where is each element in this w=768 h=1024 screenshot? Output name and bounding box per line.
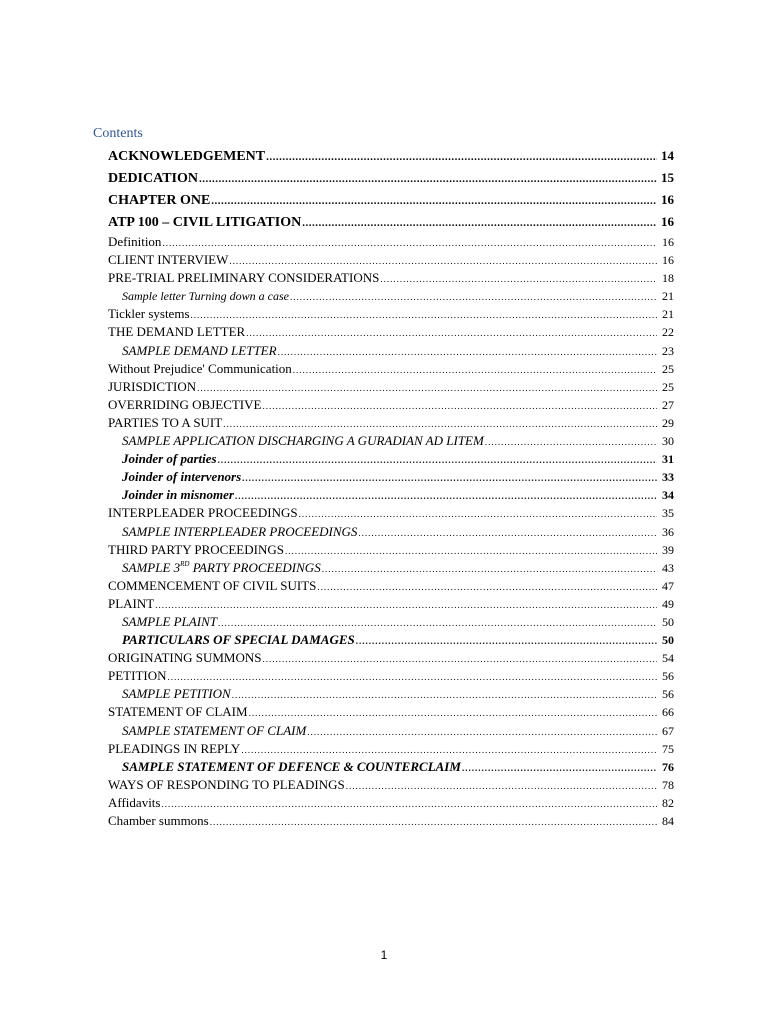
toc-heading: Contents: [93, 126, 143, 141]
toc-entry[interactable]: [108, 145, 674, 167]
toc-entry[interactable]: [108, 378, 674, 396]
toc-entry-title: COMMENCEMENT OF CIVIL SUITS: [108, 577, 317, 593]
toc-entry-title: SAMPLE STATEMENT OF DEFENCE & COUNTERCLAIM: [122, 758, 461, 774]
toc-dot-leader: [197, 379, 657, 396]
toc-dot-leader: [223, 415, 657, 432]
toc-entry-page: 18: [662, 271, 674, 286]
toc-dot-leader: [462, 759, 657, 776]
toc-dot-leader: [358, 524, 657, 541]
toc-entry-title: Without Prejudice' Communication: [108, 360, 292, 376]
toc-entry-title: Tickler systems: [108, 306, 190, 322]
toc-entry-page: 16: [662, 253, 674, 268]
toc-dot-leader: [229, 252, 657, 269]
toc-entry-page: 66: [662, 705, 674, 720]
toc-dot-leader: [191, 306, 658, 323]
toc-dot-leader: [262, 650, 657, 667]
toc-entry[interactable]: [108, 631, 674, 649]
toc-entry-page: 43: [662, 560, 674, 575]
toc-dot-leader: [290, 288, 657, 305]
toc-entry-title: SAMPLE 3RD PARTY PROCEEDINGS: [122, 559, 321, 575]
toc-dot-leader: [278, 343, 657, 360]
toc-entry-title: ORIGINATING SUMMONS: [108, 650, 262, 666]
toc-entry-page: 15: [661, 170, 674, 185]
toc-dot-leader: [218, 614, 657, 631]
toc-entry-page: 27: [662, 397, 674, 412]
toc-entry-page: 50: [662, 614, 674, 629]
toc-dot-leader: [241, 741, 657, 758]
toc-entry-page: 30: [662, 434, 674, 449]
toc-entry-title: SAMPLE APPLICATION DISCHARGING A GURADIAN AD LITEM: [122, 433, 484, 449]
toc-entry-page: 16: [661, 214, 674, 229]
toc-entry-page: 54: [662, 651, 674, 666]
toc-dot-leader: [242, 469, 657, 486]
toc-dot-leader: [168, 668, 658, 685]
toc-entry[interactable]: [108, 323, 674, 341]
toc-entry-title: Joinder of intervenors: [122, 469, 242, 485]
toc-dot-leader: [246, 324, 657, 341]
toc-entry-page: 29: [662, 415, 674, 430]
toc-dot-leader: [218, 451, 657, 468]
toc-dot-leader: [317, 578, 657, 595]
toc-entry-page: 56: [662, 687, 674, 702]
toc-entry[interactable]: [108, 486, 674, 504]
toc-entry-page: 76: [662, 759, 674, 774]
toc-dot-leader: [346, 777, 657, 794]
toc-entry-page: 67: [662, 723, 674, 738]
toc-entry-title: STATEMENT OF CLAIM: [108, 704, 248, 720]
toc-entry-page: 16: [661, 192, 674, 207]
toc-entry[interactable]: [108, 432, 674, 450]
toc-entry[interactable]: [108, 740, 674, 758]
toc-entry-title: PETITION: [108, 668, 167, 684]
toc-entry[interactable]: [108, 541, 674, 559]
toc-entry-page: 84: [662, 814, 674, 828]
toc-entry[interactable]: [108, 189, 674, 211]
toc-entry[interactable]: [108, 167, 674, 189]
toc-entry-title: PLEADINGS IN REPLY: [108, 740, 241, 756]
toc-entry[interactable]: [108, 305, 674, 323]
toc-entry[interactable]: [108, 812, 674, 830]
toc-entry[interactable]: [108, 233, 674, 251]
toc-entry-page: 50: [662, 633, 674, 648]
toc-entry-title: SAMPLE PLAINT: [122, 613, 217, 629]
toc-dot-leader: [199, 168, 657, 189]
toc-entry[interactable]: [108, 450, 674, 468]
toc-entry[interactable]: [108, 722, 674, 740]
toc-entry-title: Sample letter Turning down a case: [122, 289, 289, 304]
toc-entry-title: INTERPLEADER PROCEEDINGS: [108, 505, 298, 521]
toc-dot-leader: [299, 505, 657, 522]
toc-entry[interactable]: [108, 613, 674, 631]
toc-entry-title: ACKNOWLEDGEMENT: [108, 149, 266, 164]
toc-dot-leader: [210, 813, 657, 830]
toc-entry[interactable]: [108, 269, 674, 287]
toc-dot-leader: [293, 361, 657, 378]
toc-entry-page: 35: [662, 506, 674, 521]
toc-dot-leader: [161, 795, 657, 812]
toc-entry[interactable]: [108, 577, 674, 595]
toc-entry-title: CHAPTER ONE: [108, 193, 211, 208]
toc-entry-page: 78: [662, 777, 674, 792]
toc-entry-title: DEDICATION: [108, 171, 198, 186]
toc-entry-title: Affidavits: [108, 794, 161, 810]
toc-entry-page: 39: [662, 542, 674, 557]
toc-entry[interactable]: [108, 649, 674, 667]
toc-entry-title: PRE-TRIAL PRELIMINARY CONSIDERATIONS: [108, 270, 380, 286]
toc-entry-page: 22: [662, 325, 674, 340]
toc-entry-page: 56: [662, 669, 674, 684]
toc-entry[interactable]: [108, 758, 674, 776]
toc-entry-page: 16: [662, 235, 674, 249]
toc-dot-leader: [285, 542, 657, 559]
toc-entry-page: 33: [662, 470, 674, 485]
toc-entry-page: 36: [662, 524, 674, 539]
toc-dot-leader: [356, 632, 657, 649]
toc-entry-title: Joinder in misnomer: [122, 487, 234, 503]
toc-entry[interactable]: [108, 342, 674, 360]
page-number: 1: [380, 948, 388, 962]
toc-entry[interactable]: [108, 685, 674, 703]
toc-entry[interactable]: [108, 595, 674, 613]
toc-entry-title: JURISDICTION: [108, 378, 197, 394]
toc-entry[interactable]: [108, 414, 674, 432]
toc-entry-page: 31: [662, 452, 674, 467]
toc-entry-title: PLAINT: [108, 595, 155, 611]
toc-entry-title: Joinder of parties: [122, 451, 217, 467]
toc-entry[interactable]: [108, 287, 674, 305]
toc-entry[interactable]: [108, 211, 674, 233]
toc-dot-leader: [302, 212, 657, 233]
table-of-contents: [108, 145, 674, 830]
toc-entry[interactable]: [108, 776, 674, 794]
toc-entry[interactable]: [108, 396, 674, 414]
toc-dot-leader: [262, 397, 657, 414]
toc-dot-leader: [380, 270, 657, 287]
toc-entry-page: 23: [662, 343, 674, 358]
toc-entry-title: PARTICULARS OF SPECIAL DAMAGES: [122, 632, 355, 648]
toc-dot-leader: [307, 723, 657, 740]
toc-entry-page: 34: [662, 488, 674, 503]
toc-dot-leader: [235, 487, 657, 504]
toc-dot-leader: [155, 596, 657, 613]
toc-entry-title: CLIENT INTERVIEW: [108, 252, 229, 268]
toc-entry-page: 21: [662, 289, 674, 304]
toc-entry-title: SAMPLE STATEMENT OF CLAIM: [122, 722, 307, 738]
toc-entry-title: OVERRIDING OBJECTIVE: [108, 396, 262, 412]
toc-entry-page: 14: [661, 148, 674, 163]
toc-dot-leader: [211, 190, 657, 211]
toc-entry-title: THIRD PARTY PROCEEDINGS: [108, 541, 284, 557]
toc-entry-page: 25: [662, 361, 674, 376]
toc-entry[interactable]: [108, 468, 674, 486]
toc-entry[interactable]: [108, 703, 674, 721]
toc-entry-title: SAMPLE INTERPLEADER PROCEEDINGS: [122, 523, 358, 539]
toc-entry-title: WAYS OF RESPONDING TO PLEADINGS: [108, 776, 345, 792]
toc-entry[interactable]: [108, 559, 674, 577]
toc-dot-leader: [266, 146, 657, 167]
toc-dot-leader: [162, 234, 657, 251]
toc-entry[interactable]: [108, 667, 674, 685]
toc-dot-leader: [249, 704, 657, 721]
toc-entry[interactable]: [108, 360, 674, 378]
toc-entry-title: ATP 100 – CIVIL LITIGATION: [108, 215, 302, 230]
toc-entry[interactable]: [108, 251, 674, 269]
toc-entry-page: 47: [662, 578, 674, 593]
toc-entry-title: Chamber summons: [108, 813, 209, 828]
toc-dot-leader: [232, 686, 657, 703]
toc-entry-page: 25: [662, 379, 674, 394]
toc-dot-leader: [485, 433, 657, 450]
toc-entry-title: PARTIES TO A SUIT: [108, 414, 223, 430]
toc-entry-title: THE DEMAND LETTER: [108, 324, 246, 340]
toc-entry-title: Definition: [108, 234, 162, 249]
toc-entry[interactable]: [108, 523, 674, 541]
toc-entry-page: 82: [662, 795, 674, 810]
toc-entry-title: SAMPLE PETITION: [122, 686, 231, 702]
toc-entry-page: 75: [662, 741, 674, 756]
toc-entry[interactable]: [108, 794, 674, 812]
toc-entry-page: 49: [662, 596, 674, 611]
toc-entry-title: SAMPLE DEMAND LETTER: [122, 342, 277, 358]
toc-dot-leader: [322, 560, 657, 577]
toc-entry-page: 21: [662, 307, 674, 322]
toc-entry[interactable]: [108, 504, 674, 522]
